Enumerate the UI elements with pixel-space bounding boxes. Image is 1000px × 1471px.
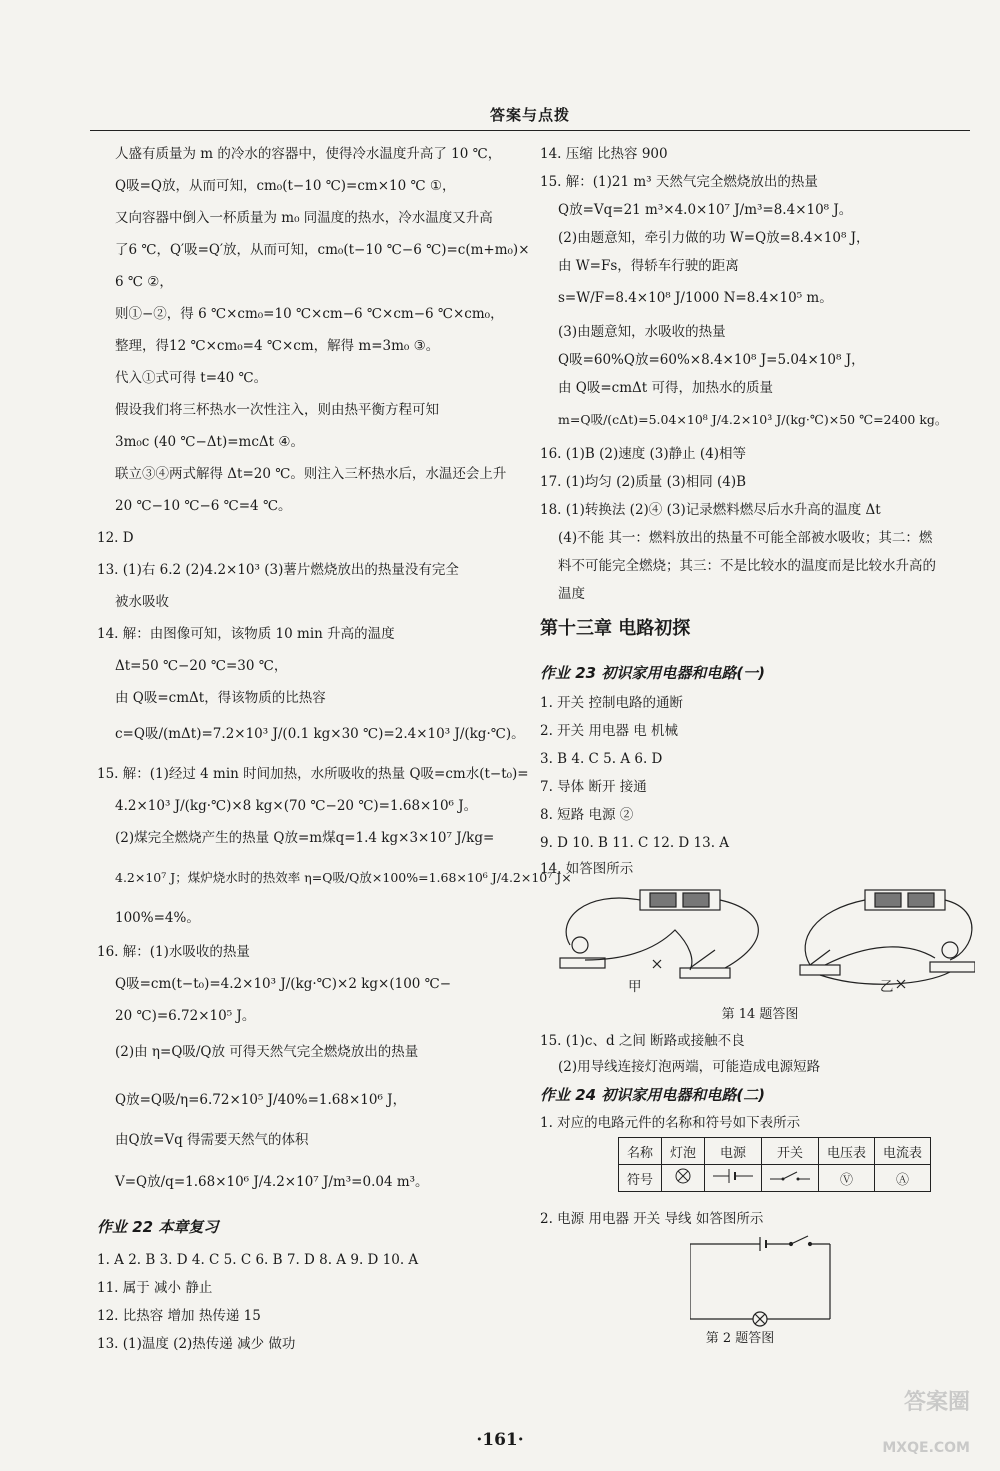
formula-line: Q放=Q吸/η=6.72×10⁵ J/40%=1.68×10⁶ J， [115,1092,407,1108]
answer-line: 14. 如答图所示 [540,861,634,877]
figure-label-jia: 甲 [628,979,642,995]
lamp-symbol-icon [662,1165,705,1192]
answer-line: 13. (1)温度 (2)热传递 减少 做功 [97,1336,296,1352]
text-line: Δt=50 ℃−20 ℃=30 ℃， [115,658,288,674]
formula-line: s=W/F=8.4×10⁸ J/1000 N=8.4×10⁵ m。 [558,290,833,306]
figure-caption-14: 第 14 题答图 [721,1007,799,1022]
table-cell: 电流表 [875,1138,931,1165]
switch-symbol-icon [762,1165,819,1192]
formula-line: V=Q放/q=1.68×10⁶ J/4.2×10⁷ J/m³=0.04 m³。 [115,1174,429,1190]
page-number: ·161· [476,1430,524,1450]
table-row [619,1138,931,1165]
text-line: 由 W=Fs，得轿车行驶的距离 [558,258,739,274]
text-line: 料不可能完全燃烧；其三：不是比较水的温度而是比较水升高的 [558,558,936,574]
answer-line: 11. 属于 减小 静止 [97,1280,213,1296]
text-line: 6 ℃ ②， [115,274,173,290]
circuit-figure-14 [545,880,975,990]
chapter-title: 第十三章 电路初探 [540,618,691,639]
text-line: 又向容器中倒入一杯质量为 m₀ 同温度的热水，冷水温度又升高 [115,210,493,226]
figure-caption-2: 第 2 题答图 [705,1331,775,1346]
text-line: (2)用导线连接灯泡两端，可能造成电源短路 [558,1059,821,1075]
text-line: 了6 ℃，Q′吸=Q′放，从而可知，cm₀(t−10 ℃−6 ℃)=c(m+m₀)× [115,242,530,258]
answer-line: 9. D 10. B 11. C 12. D 13. A [540,835,730,851]
text-line: 温度 [558,586,585,602]
table-cell: 电压表 [819,1138,875,1165]
text-line: 20 ℃−10 ℃−6 ℃=4 ℃。 [115,498,292,514]
voltmeter-symbol-icon: Ⓥ [819,1165,875,1192]
answer-line: 13. (1)右 6.2 (2)4.2×10³ (3)薯片燃烧放出的热量没有完全 [97,562,459,578]
table-row [619,1165,931,1192]
text-line: (2)由题意知，牵引力做的功 W=Q放=8.4×10⁸ J， [558,230,870,246]
text-line: (4)不能 其一：燃料放出的热量不可能全部被水吸收；其二：燃 [558,530,933,546]
answer-line: 16. 解：(1)水吸收的热量 [97,944,250,960]
table-cell: 灯泡 [662,1138,705,1165]
answer-line: 2. 开关 用电器 电 机械 [540,723,679,739]
text-line: 由 Q吸=cmΔt 可得，加热水的质量 [558,380,773,396]
answer-line: 7. 导体 断开 接通 [540,779,647,795]
answer-line: 12. D [97,530,134,546]
circuit-diagram-2 [690,1234,840,1329]
answer-line: 1. 开关 控制电路的通断 [540,695,683,711]
bulb-yi [942,942,958,958]
ammeter-symbol-icon: Ⓐ [875,1165,931,1192]
answer-line: 2. 电源 用电器 开关 导线 如答图所示 [540,1211,764,1227]
text-line: 3m₀c (40 ℃−Δt)=mcΔt ④。 [115,434,304,450]
answer-line: 18. (1)转换法 (2)④ (3)记录燃料燃尽后水升高的温度 Δt [540,502,881,518]
text-line: 20 ℃)=6.72×10⁵ J。 [115,1008,256,1024]
formula-line: m=Q吸/(cΔt)=5.04×10⁸ J/4.2×10³ J/(kg·℃)×50 ℃=2400 kg。 [558,412,948,427]
answer-line: 8. 短路 电源 ② [540,807,634,823]
formula-line: (2)由 η=Q吸/Q放 可得天然气完全燃烧放出的热量 [115,1044,419,1060]
header-title: 答案与点拨 [489,106,570,124]
answer-line: 12. 比热容 增加 热传递 15 [97,1308,261,1324]
answer-line: 16. (1)B (2)速度 (3)静止 (4)相等 [540,446,747,462]
watermark-logo: 答案圈 [903,1390,970,1415]
section-heading-22: 作业 22 本章复习 [97,1218,219,1236]
text-line: 代入①式可得 t=40 ℃。 [115,370,268,386]
section-heading-24: 作业 24 初识家用电器和电路(二) [540,1086,766,1104]
answer-line: 14. 解：由图像可知，该物质 10 min 升高的温度 [97,626,395,642]
formula-line: c=Q吸/(mΔt)=7.2×10³ J/(0.1 kg×30 ℃)=2.4×10³ J/(kg·℃)。 [115,726,525,742]
text-line: Q放=Vq=21 m³×4.0×10⁷ J/m³=8.4×10⁸ J。 [558,202,853,218]
text-line: 联立③④两式解得 Δt=20 ℃。则注入三杯热水后，水温还会上升 [115,466,507,482]
text-line: (3)由题意知，水吸收的热量 [558,324,726,340]
text-line: 人盛有质量为 m 的冷水的容器中，使得冷水温度升高了 10 ℃， [115,146,502,162]
text-line: Q吸=Q放，从而可知，cm₀(t−10 ℃)=cm×10 ℃ ①， [115,178,456,194]
answer-line: 1. A 2. B 3. D 4. C 5. C 6. B 7. D 8. A 9. D 10. A [97,1252,419,1268]
text-line: (2)煤完全燃烧产生的热量 Q放=m煤q=1.4 kg×3×10⁷ J/kg= [115,830,495,846]
component-symbol-table [618,1137,931,1192]
page-header [90,100,970,131]
answer-line: 14. 压缩 比热容 900 [540,146,668,162]
text-line: 由Q放=Vq 得需要天然气的体积 [115,1132,309,1148]
answer-line: 3. B 4. C 5. A 6. D [540,751,663,767]
text-line: Q吸=60%Q放=60%×8.4×10⁸ J=5.04×10⁸ J， [558,352,865,368]
answer-line: 15. 解：(1)经过 4 min 时间加热，水所吸收的热量 Q吸=cm水(t−t₀)= [97,766,529,782]
battery-symbol-icon [705,1165,762,1192]
answer-line: 17. (1)均匀 (2)质量 (3)相同 (4)B [540,474,747,490]
section-heading-23: 作业 23 初识家用电器和电路(一) [540,664,766,682]
table-cell: 开关 [762,1138,819,1165]
table-cell: 符号 [619,1165,662,1192]
text-line: 被水吸收 [115,594,169,610]
text-line: 4.2×10³ J/(kg·℃)×8 kg×(70 ℃−20 ℃)=1.68×10⁶ J。 [115,798,478,814]
watermark-url: MXQE.COM [882,1440,970,1456]
text-line: 则①−②，得 6 ℃×cm₀=10 ℃×cm−6 ℃×cm−6 ℃×cm₀， [115,306,504,322]
bulb-jia [572,937,588,953]
figure-label-yi: 乙 [880,979,894,995]
table-cell: 名称 [619,1138,662,1165]
text-line: 100%=4%。 [115,910,200,926]
table-cell: 电源 [705,1138,762,1165]
answer-line: 15. 解：(1)21 m³ 天然气完全燃烧放出的热量 [540,174,818,190]
answer-line: 15. (1)c、d 之间 断路或接触不良 [540,1033,745,1049]
text-line: Q吸=cm(t−t₀)=4.2×10³ J/(kg·℃)×2 kg×(100 ℃− [115,976,452,992]
text-line: 假设我们将三杯热水一次性注入，则由热平衡方程可知 [115,402,439,418]
formula-line: 4.2×10⁷ J；煤炉烧水时的热效率 η=Q吸/Q放×100%=1.68×10⁶ J/4.2×10⁷ J× [115,870,572,885]
text-line: 由 Q吸=cmΔt，得该物质的比热容 [115,690,326,706]
text-line: 整理，得12 ℃×cm₀=4 ℃×cm，解得 m=3m₀ ③。 [115,338,440,354]
answer-line: 1. 对应的电路元件的名称和符号如下表所示 [540,1115,801,1131]
